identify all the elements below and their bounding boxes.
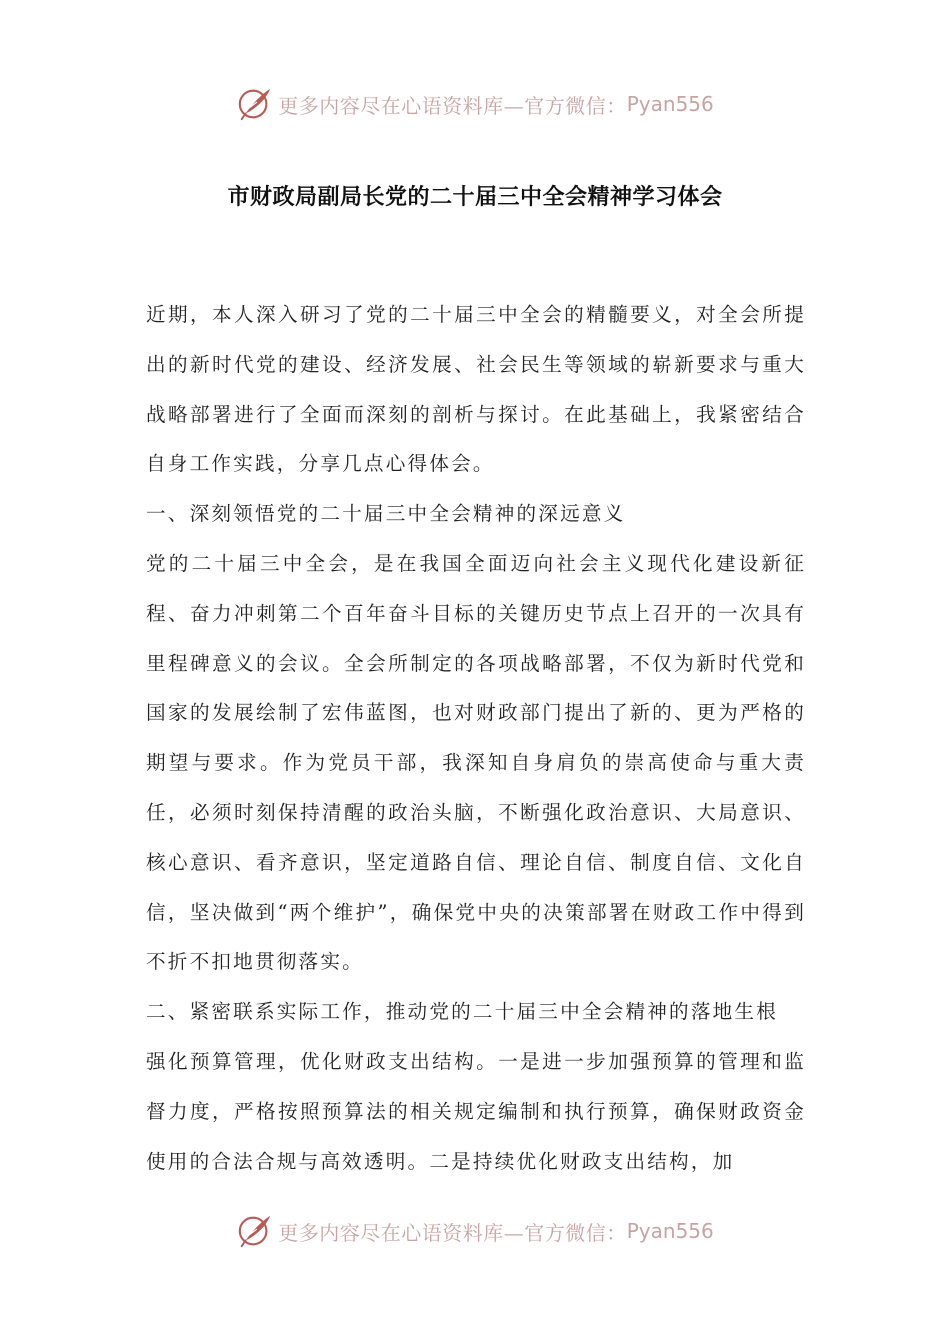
document-body [146, 290, 806, 1186]
header-watermark-banner [0, 80, 950, 128]
quill-logo-icon [236, 1212, 274, 1250]
document-title: 市财政局副局长党的二十届三中全会精神学习体会 [227, 185, 723, 210]
footer-wechat-id: Pyan556 [626, 1219, 714, 1243]
header-wechat-id: Pyan556 [626, 92, 714, 116]
paragraph-section-2: 强化预算管理，优化财政支出结构。一是进一步加强预算的管理和监督力度，严格按照预算法的相关规定编制和执行预算，确保财政资金使用的合法合规与高效透明。二是持续优化财政支出结构，加 [146, 1049, 806, 1173]
quill-logo-icon [236, 85, 274, 123]
paragraph-section-1: 党的二十届三中全会，是在我国全面迈向社会主义现代化建设新征程、奋力冲刺第二个百年奋斗目标的关键历史节点上召开的一次具有里程碑意义的会议。全会所制定的各项战略部署，不仅为新时代党和国家的发展绘制了宏伟蓝图，也对财政部门提出了新的、更为严格的期望与要求。作为党员干部，我深知自身肩负的崇高使命与重大责任，必须时刻保持清醒的政治头脑，不断强化政治意识、大局意识、核心意识、看齐意识，坚定道路自信、理论自信、制度自信、文化自信，坚决做到“两个维护”，确保党中央的决策部署在财政工作中得到不折不扣地贯彻落实。 [146, 551, 806, 974]
header-banner-text: 更多内容尽在心语资料库—官方微信： [278, 93, 627, 118]
paragraph-intro: 近期，本人深入研习了党的二十届三中全会的精髓要义，对全会所提出的新时代党的建设、经济发展、社会民生等领域的崭新要求与重大战略部署进行了全面而深刻的剖析与探讨。在此基础上，我紧密结合自身工作实践，分享几点心得体会。 [146, 303, 806, 476]
section-heading-1: 一、深刻领悟党的二十届三中全会精神的深远意义 [146, 502, 626, 526]
footer-watermark-banner [0, 1207, 950, 1255]
footer-banner-text: 更多内容尽在心语资料库—官方微信： [278, 1220, 627, 1245]
section-heading-2: 二、紧密联系实际工作，推动党的二十届三中全会精神的落地生根 [146, 1000, 779, 1024]
